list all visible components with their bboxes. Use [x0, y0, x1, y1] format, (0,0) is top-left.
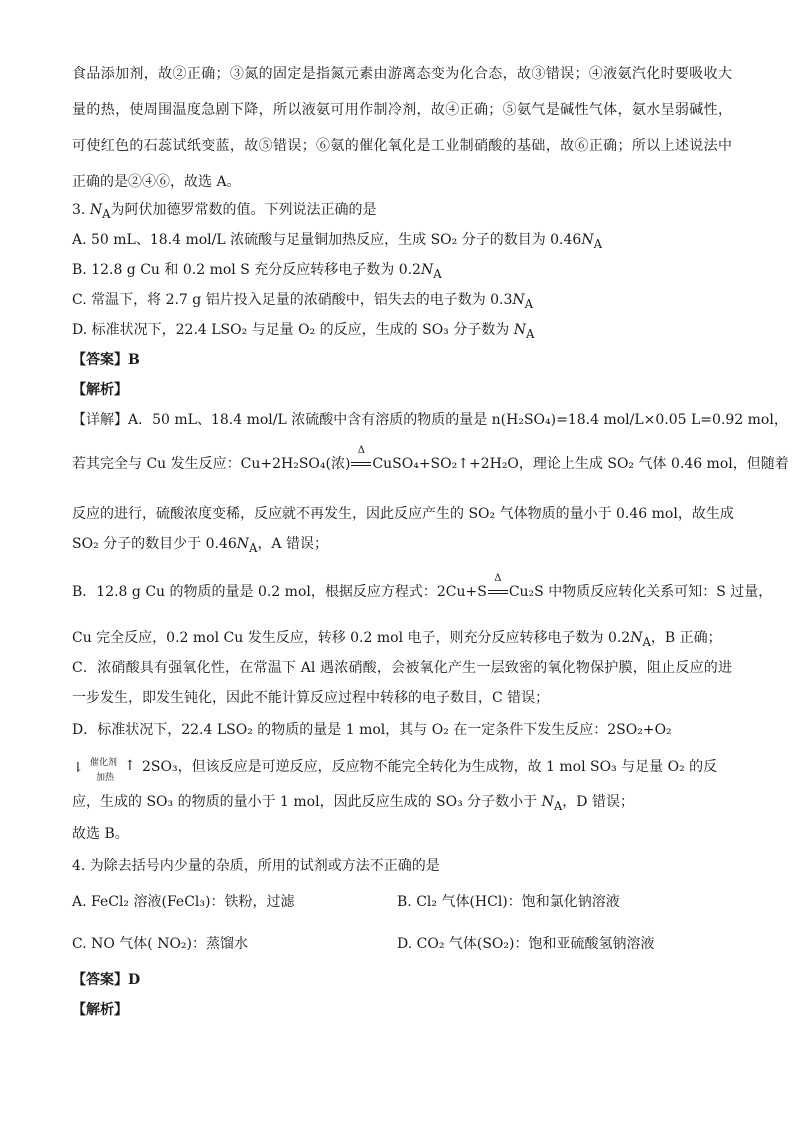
detail-d-line: D．标准状况下，22.4 LSO₂ 的物质的量是 1 mol，其与 O₂ 在一定条件下发生反应：2SO₂+O₂ [72, 722, 672, 738]
detail-b-equation: B．12.8 g Cu 的物质的量是 0.2 mol，根据反应方程式：2Cu+S Δ Cu₂S 中物质反应转化关系可知：S 过量， [72, 573, 773, 600]
answer-label: 【答案】D [72, 972, 141, 988]
conclusion: 故选 B。 [72, 826, 129, 842]
detail-a-equation: 若其完全与 Cu 发生反应：Cu+2H₂SO₄(浓) Δ CuSO₄+SO₂↑+2H₂O，理论上生成 SO₂ 气体 0.46 mol，但随着 [72, 445, 789, 472]
heat-condition: Δ [351, 454, 371, 474]
option-3b: B. 12.8 g Cu 和 0.2 mol S 充分反应转移电子数为 $0.2N_A$ [72, 262, 442, 281]
reversible-arrow-icon: ⇂ 催化剂 加热 ↑ [72, 758, 136, 783]
option-4d: D. CO₂ 气体(SO₂)：饱和亚硫酸氢钠溶液 [397, 936, 655, 952]
detail-a-line: 反应的进行，硫酸浓度变稀，反应就不再发生，因此反应产生的 SO₂ 气体物质的量小于 0.46 mol，故生成 [72, 506, 734, 522]
detail-d-equation: ⇂ 催化剂 加热 ↑ 2SO₃，但该反应是可逆反应，反应物不能完全转化为生成物，故 1 mol SO₃ 与足量 O₂ 的反 [72, 752, 717, 782]
answer-label: 【答案】B [72, 352, 140, 368]
detail-d-line: 应，生成的 SO₃ 的物质的量小于 1 mol，因此反应生成的 SO₃ 分子数小于 $N_A$，D 错误； [72, 794, 634, 813]
analysis-label: 【解析】 [72, 382, 128, 398]
detail-a-line: SO₂ 分子的数目少于 $0.46N_A$，A 错误； [72, 536, 328, 555]
analysis-label: 【解析】 [72, 1002, 128, 1018]
heat-condition: Δ [488, 582, 508, 602]
detail-c-line: 一步发生，即发生钝化，因此不能计算反应过程中转移的电子数目，C 错误； [72, 690, 550, 706]
option-3d: D. 标准状况下，22.4 LSO₂ 与足量 O₂ 的反应，生成的 SO₃ 分子数为 $N_A$ [72, 322, 535, 341]
text-line: 正确的是②④⑥，故选 A。 [72, 174, 241, 190]
detail-a-line: 【详解】A．50 mL、18.4 mol/L 浓硫酸中含有溶质的物质的量是 n(H₂SO₄)=18.4 mol/L×0.05 L=0.92 mol， [72, 412, 788, 428]
detail-c-line: C．浓硝酸具有强氧化性，在常温下 Al 遇浓硝酸，会被氧化产生一层致密的氧化物保护膜，阻止反应的进 [72, 660, 732, 676]
question-3-stem: 3. $N_A$为阿伏加德罗常数的值。下列说法正确的是 [72, 202, 377, 221]
question-4-stem: 4. 为除去括号内少量的杂质，所用的试剂或方法不正确的是 [72, 858, 440, 874]
option-3c: C. 常温下，将 2.7 g 铝片投入足量的浓硝酸中，铝失去的电子数为 $0.3N_A$ [72, 292, 534, 311]
option-4c: C. NO 气体( NO₂)：蒸馏水 [72, 936, 249, 952]
text-line: 可使红色的石蕊试纸变蓝，故⑤错误；⑥氨的催化氧化是工业制硝酸的基础，故⑥正确；所以上述说法中 [72, 138, 732, 154]
option-4b: B. Cl₂ 气体(HCl)：饱和氯化钠溶液 [397, 894, 620, 910]
text-line: 食品添加剂，故②正确；③氮的固定是指氮元素由游离态变为化合态，故③错误；④液氨汽化时要吸收大 [72, 66, 732, 82]
option-4a: A. FeCl₂ 溶液(FeCl₃)：铁粉，过滤 [72, 894, 295, 910]
option-3a: A. 50 mL、18.4 mol/L 浓硫酸与足量铜加热反应，生成 SO₂ 分子的数目为 $0.46N_A$ [72, 232, 602, 251]
text-line: 量的热，使周围温度急剧下降，所以液氨可用作制冷剂，故④正确；⑤氨气是碱性气体，氨水呈弱碱性， [72, 102, 732, 118]
detail-b-line: Cu 完全反应，0.2 mol Cu 发生反应，转移 0.2 mol 电子，则充分反应转移电子数为 $0.2N_A$，B 正确； [72, 630, 722, 649]
